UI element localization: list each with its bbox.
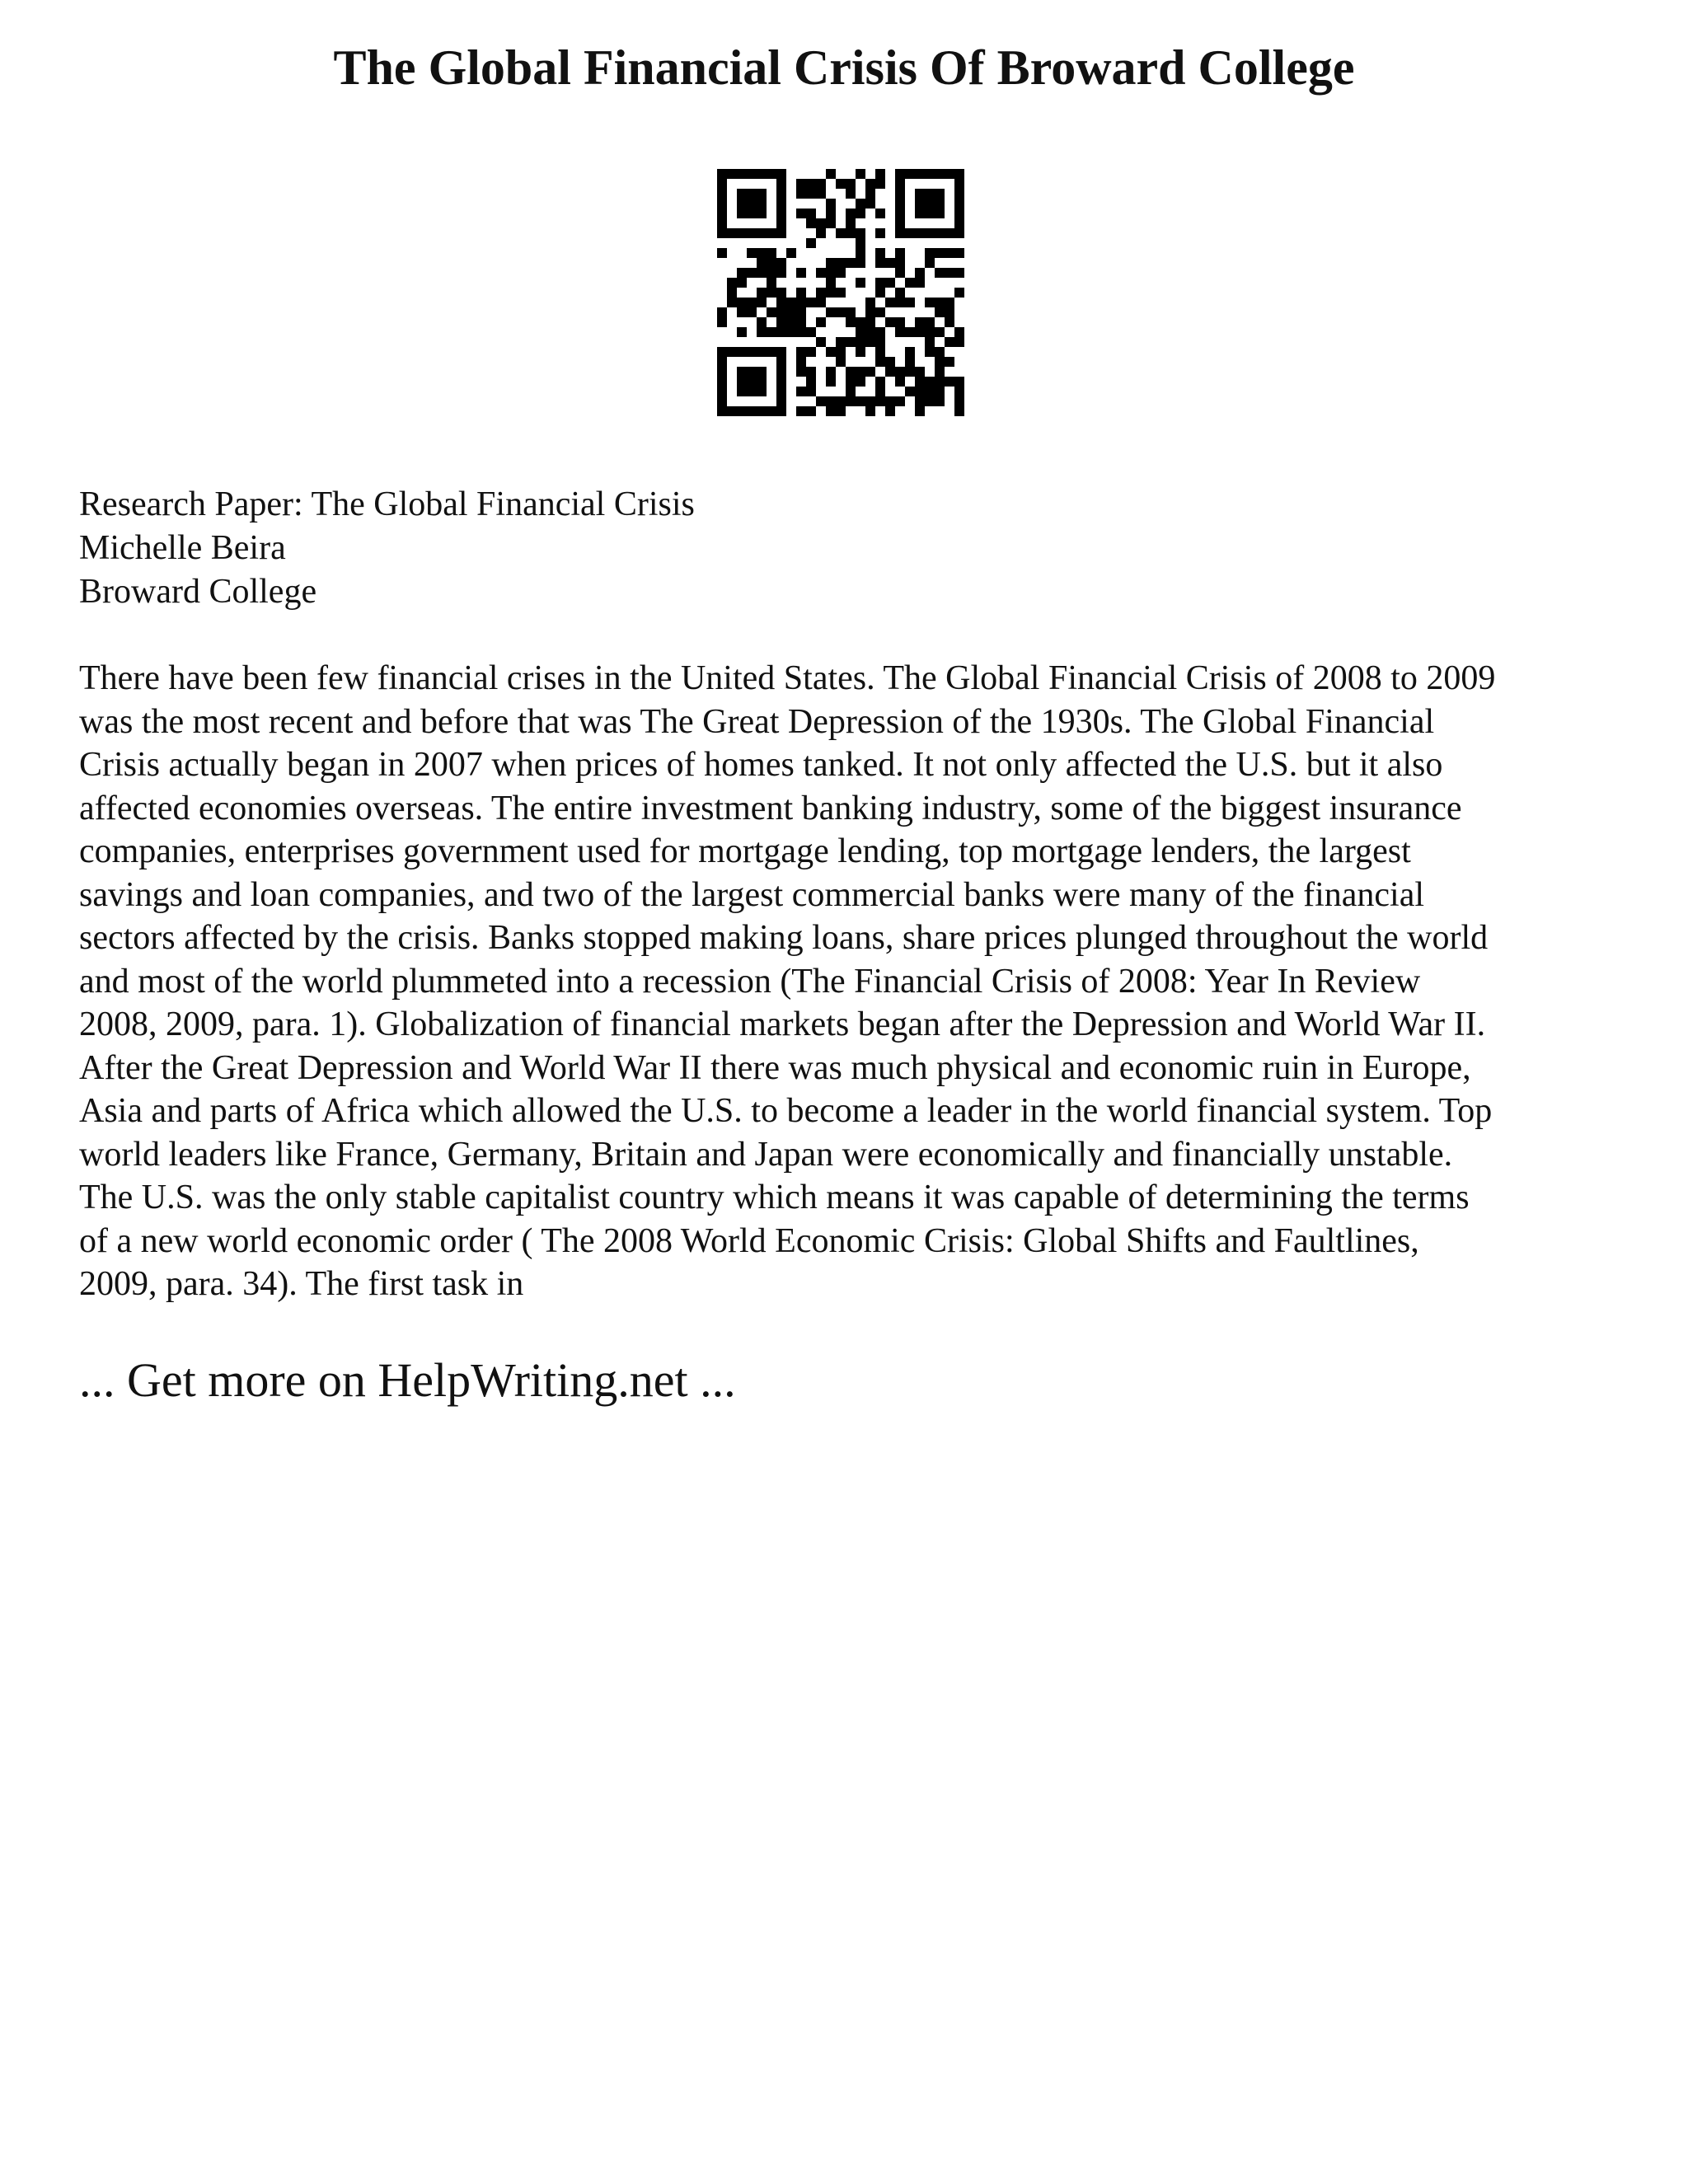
body-line: affected economies overseas. The entire investment banking industry, some of the biggest insurance <box>79 789 1462 827</box>
page-title: The Global Financial Crisis Of Broward College <box>333 40 1355 95</box>
body-line: and most of the world plummeted into a recession (The Financial Crisis of 2008: Year In Review <box>79 962 1421 1001</box>
body-paragraph <box>79 657 1612 1306</box>
body-line: sectors affected by the crisis. Banks stopped making loans, share prices plunged throughout the world <box>79 919 1489 957</box>
qr-code-icon <box>717 169 964 416</box>
paper-heading: Research Paper: The Global Financial Crisis <box>79 485 695 523</box>
body-line: The U.S. was the only stable capitalist country which means it was capable of determining the terms <box>79 1179 1470 1216</box>
get-more-link[interactable]: ... Get more on HelpWriting.net ... <box>79 1353 736 1407</box>
body-line: 2008, 2009, para. 1). Globalization of financial markets began after the Depression and World War II. <box>79 1005 1486 1043</box>
author-name: Michelle Beira <box>79 529 286 567</box>
institution-name: Broward College <box>79 573 317 611</box>
body-line: world leaders like France, Germany, Britain and Japan were economically and financially unstable. <box>79 1135 1453 1174</box>
body-line: After the Great Depression and World War II there was much physical and economic ruin in Europe, <box>79 1048 1471 1087</box>
body-line: savings and loan companies, and two of the largest commercial banks were many of the financial <box>79 875 1425 914</box>
body-line: companies, enterprises government used for mortgage lending, top mortgage lenders, the largest <box>79 832 1411 870</box>
body-line: was the most recent and before that was The Great Depression of the 1930s. The Global Financial <box>79 702 1435 741</box>
body-line: 2009, para. 34). The first task in <box>79 1265 524 1303</box>
body-line: Asia and parts of Africa which allowed the U.S. to become a leader in the world financial system. Top <box>79 1092 1493 1130</box>
body-line: Crisis actually began in 2007 when prices of homes tanked. It not only affected the U.S. but it also <box>79 746 1443 784</box>
paper-meta <box>79 483 695 614</box>
body-line: There have been few financial crises in the United States. The Global Financial Crisis of 2008 to 2009 <box>79 659 1496 697</box>
body-line: of a new world economic order ( The 2008 World Economic Crisis: Global Shifts and Faultlines, <box>79 1221 1419 1260</box>
